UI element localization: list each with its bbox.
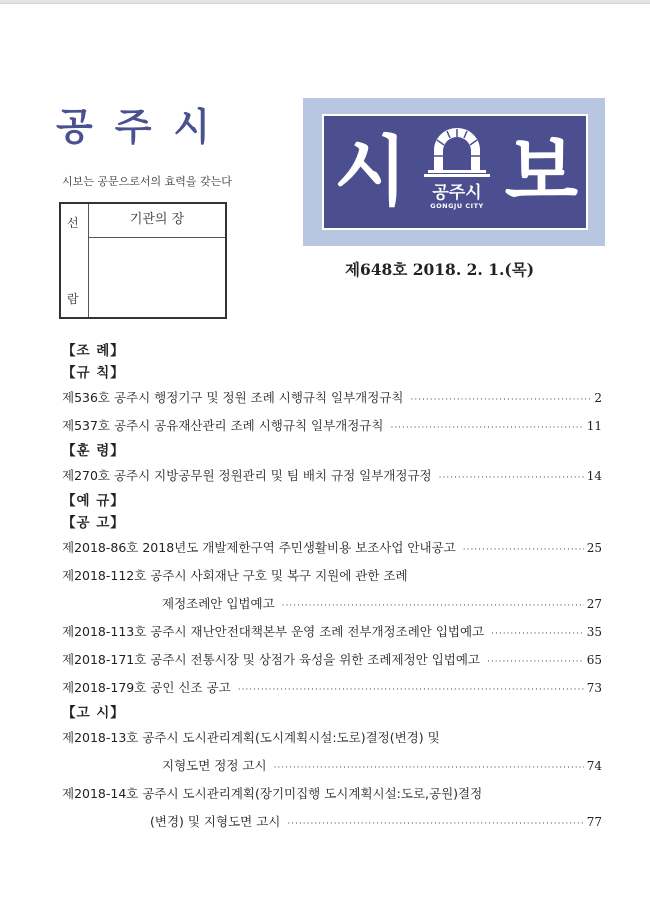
- city-title: 공주시: [56, 105, 233, 149]
- toc-entry[interactable]: 제2018-112호 공주시 사회재난 구호 및 복구 지원에 관한 조례: [62, 568, 408, 583]
- section-notices: 【고 시】: [62, 705, 125, 721]
- logo-korean-name: 공주시: [432, 183, 482, 203]
- table-of-contents: [62, 340, 602, 836]
- approval-box: [59, 202, 227, 319]
- gate-arch-icon: [420, 126, 494, 178]
- city-logo: [420, 126, 494, 222]
- logo-english-name: GONGJU CITY: [430, 202, 484, 210]
- page-number: 73: [586, 681, 602, 695]
- page-number: 35: [586, 625, 602, 639]
- toc-entry[interactable]: 제2018-113호 공주시 재난안전대책본부 운영 조례 전부개정조례안 입법예고 ····· 35: [62, 618, 602, 646]
- page-number: 11: [586, 419, 602, 433]
- toc-entry-continuation[interactable]: (변경) 및 지형도면 고시 ····· 77: [62, 808, 602, 836]
- approval-side: [61, 204, 89, 317]
- toc-entry[interactable]: 제2018-13호 공주시 도시관리계획(도시계획시설:도로)결정(변경) 및: [62, 730, 440, 745]
- toc-entry[interactable]: 제2018-14호 공주시 도시관리계획(장기미집행 도시계획시설:도로,공원)결정: [62, 786, 483, 801]
- toc-entry[interactable]: 제2018-179호 공인 신조 공고 ····· 73: [62, 674, 602, 702]
- page-number: 65: [586, 653, 602, 667]
- masthead: [303, 98, 605, 246]
- approval-side-bottom: 람: [67, 292, 79, 306]
- approval-head: 기관의 장: [89, 204, 225, 238]
- page-number: 14: [586, 469, 602, 483]
- approval-side-top: 선: [67, 216, 79, 230]
- page-number: 77: [586, 815, 602, 829]
- page-number: 74: [586, 759, 602, 773]
- page-number: 25: [586, 541, 602, 555]
- masthead-left-char: 시: [334, 127, 408, 216]
- section-rules: 【규 칙】: [62, 365, 125, 381]
- page-number: 2: [594, 391, 602, 405]
- subtitle: 시보는 공문으로서의 효력을 갖는다: [62, 175, 232, 188]
- page-number: 27: [586, 597, 602, 611]
- toc-entry[interactable]: 제536호 공주시 행정기구 및 정원 조례 시행규칙 일부개정규칙 ····· 2: [62, 384, 602, 412]
- viewer-top-bar: [0, 0, 650, 4]
- masthead-inner: [322, 114, 588, 230]
- section-regulations: 【예 규】: [62, 493, 125, 509]
- section-directives: 【훈 령】: [62, 443, 125, 459]
- section-ordinance: 【조 례】: [62, 343, 125, 359]
- toc-entry[interactable]: 제2018-171호 공주시 전통시장 및 상점가 육성을 위한 조례제정안 입법예고 ····· 65: [62, 646, 602, 674]
- toc-entry-continuation[interactable]: 제정조례안 입법예고 ····· 27: [62, 590, 602, 618]
- masthead-right-char: 보: [504, 127, 578, 216]
- section-announcements: 【공 고】: [62, 515, 125, 531]
- toc-entry[interactable]: 제537호 공주시 공유재산관리 조례 시행규칙 일부개정규칙 ····· 11: [62, 412, 602, 440]
- toc-entry[interactable]: 제2018-86호 2018년도 개발제한구역 주민생활비용 보조사업 안내공고 ····· 25: [62, 534, 602, 562]
- toc-entry-continuation[interactable]: 지형도면 정정 고시 ····· 74: [62, 752, 602, 780]
- toc-entry[interactable]: 제270호 공주시 지방공무원 정원관리 및 팀 배치 규정 일부개정규정 ····· 14: [62, 462, 602, 490]
- issue-number-date: 제648호 2018. 2. 1.(목): [345, 260, 535, 279]
